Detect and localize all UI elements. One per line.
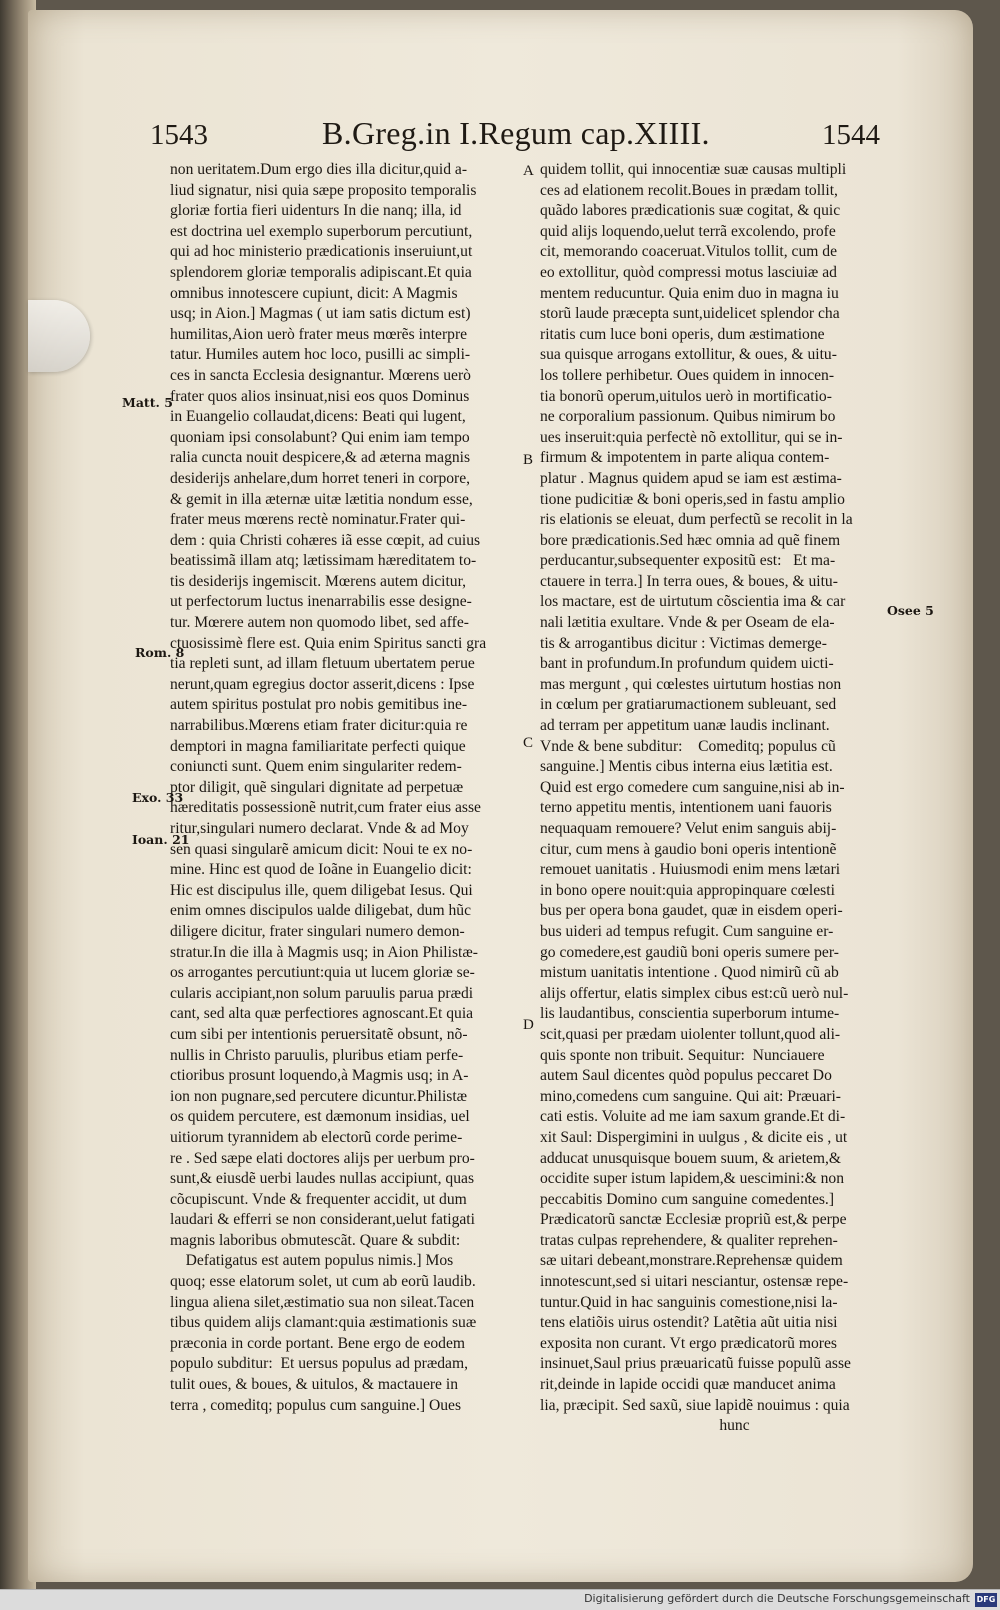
text-line: nequaquam remouere? Velut enim sanguis abij- (540, 820, 837, 837)
text-line: ut perfectorum luctus inenarrabilis esse designe- (170, 593, 472, 611)
text-line: tulit oues, & boues, & uitulos, & mactauere in (170, 1376, 459, 1394)
text-line: coniuncti sunt. Quem enim singulariter redem- (170, 758, 462, 776)
page-number-left: 1543 (150, 119, 208, 151)
text-line: præconia in corde portant. Bene ergo de eodem (170, 1334, 466, 1352)
text-line: tione pudicitiæ & boni operis,sed in fastu amplio (540, 490, 845, 508)
margin-note-osee: Osee 5 (887, 603, 934, 618)
text-line: in Euangelio collaudat,dicens: Beati qui lugent, (170, 408, 466, 426)
text-line: demptori in magna familiaritate perfecti quique (170, 737, 466, 755)
text-line: stratur.In die illa à Magmis usq; in Aion Philistæ- (170, 943, 478, 961)
margin-note-matt: Matt. 5 (122, 395, 173, 410)
bookmark-strip (28, 300, 90, 372)
text-line: hunc (540, 1417, 750, 1435)
text-line: tia bonorũ operum,uitulos uerò in mortificatio- (540, 387, 832, 405)
text-line: ctioribus prosunt loquendo,à Magmis usq; in A- (170, 1067, 469, 1085)
text-line: Defatigatus est autem populus nimis.] Mos (170, 1252, 454, 1270)
text-line: desiderijs anhelare,dum horret teneri in corpore, (170, 469, 471, 487)
text-line: tis desiderijs ingemiscit. Mœrens autem dicitur, (170, 572, 467, 590)
text-line: ritur,singulari numero declarat. Vnde & ad Moy (170, 820, 469, 837)
dfg-logo-icon: DFG (975, 1593, 997, 1607)
text-line: mistum uanitatis intentione . Quod nimirũ cũ ab (540, 964, 839, 982)
text-line: tur. Mœrere autem non quomodo libet, sed affe- (170, 614, 469, 632)
text-line: cant, sed alta quæ perfectiores agnoscant.Et quia (170, 1005, 474, 1023)
text-line: lingua aliena silet,æstimatio sua non sileat.Tacen (170, 1293, 475, 1311)
text-line: magnis laboribus obmutescãt. Quare & subdit: (170, 1231, 461, 1249)
text-line: cum sibi per intentionis peruersitatẽ obsunt, nõ- (170, 1025, 468, 1043)
text-line: tia repleti sunt, ad illam fletuum ubertatem perue (170, 655, 475, 673)
margin-note-ioan: Ioan. 21 (132, 832, 190, 847)
text-line: mas mergunt , qui cœlestes uirtutum hostias non (540, 675, 842, 693)
text-line: lia, præcipit. Sed saxũ, siue lapidẽ nouimus : quia (540, 1396, 850, 1414)
text-line: tis & arrogantibus dicitur : Victimas demerge- (540, 634, 827, 652)
footer-bar (0, 1589, 1000, 1610)
text-line: storũ laude præcepta sunt,uidelicet splendor cha (540, 305, 840, 323)
text-line: occidite super istum lapidem,& uescimini:& non (540, 1170, 845, 1188)
text-line: non ueritatem.Dum ergo dies illa dicitur,quid a- (170, 161, 468, 178)
text-line: platur . Magnus quidem apud se iam est æstima- (540, 469, 842, 487)
text-line: terno appetitu mentis, intentionem uani fauoris (540, 799, 832, 817)
text-line: peccabitis Domino cum sanguine comedentes.] (540, 1190, 835, 1208)
text-line: cõcupiscunt. Vnde & frequenter accidit, ut dum (170, 1190, 467, 1208)
text-line: lis laudantibus, conscientia superborum intume- (540, 1005, 840, 1023)
text-line: quidem tollit, qui innocentiæ suæ causas multipli (540, 161, 847, 178)
text-line: frater meus mœrens rectè nominatur.Frater qui- (170, 511, 466, 529)
text-line: sunt,& eiusdẽ uerbi laudes nullas accipiunt, quas (170, 1170, 475, 1188)
text-line: nullis in Christo paruulis, pluribus etiam perfe- (170, 1046, 464, 1064)
text-line: nerunt,quam egregius doctor asserit,dicens : Ipse (170, 675, 475, 693)
text-line: ad terram per appetitum uanæ laudis inclinant. (540, 717, 830, 735)
text-line: los mactare, est de uirtutum cõscientia ima & car (540, 593, 846, 611)
section-letter-c: C (523, 735, 534, 751)
text-line: tratas culpas reprehendere, & qualiter reprehen- (540, 1231, 838, 1249)
text-line: ralia cuncta nouit despicere,& ad æterna magnis (170, 449, 471, 467)
text-line: terra , comeditq; populus cum sanguine.] Oues (170, 1396, 462, 1414)
text-line: uitiorum tyrannidem ab electorũ corde perime- (170, 1128, 463, 1146)
text-line: cularis accipiant,non solum paruulis parua prædi (170, 984, 474, 1002)
text-line: bus per opera bona gaudet, quæ in eisdem operi- (540, 902, 843, 920)
text-line: frater quos alios insinuat,nisi eos quos Dominus (170, 387, 470, 405)
text-line: laudari & efferri se non considerant,uelut fatigati (170, 1211, 475, 1229)
text-line: xit Saul: Dispergimini in uulgus , & dicite eis , ut (540, 1128, 848, 1146)
left-text-column (170, 160, 522, 1416)
text-line: & gemit in illa æternæ uitæ lætitia nondum esse, (170, 490, 473, 508)
text-line: ces ad elationem recolit.Boues in prædam tollit, (540, 181, 838, 199)
text-line: sua quisque arrogans extollitur, & oues, & uitu- (540, 346, 837, 364)
text-line: ris elationis se eleuat, dum perfectũ se recolit in la (540, 511, 853, 529)
text-line: os quidem percutere, est dæmonum insidias, uel (170, 1108, 470, 1126)
text-line: autem spiritus postulat pro nobis gemitibus ine- (170, 696, 468, 714)
section-letter-a: A (523, 163, 534, 179)
text-line: scit,quasi per prædam uiolenter tollunt,quod ali- (540, 1025, 841, 1043)
text-line: tens elatiõis uirus ostendit? Latẽtia aũt uitia nisi (540, 1314, 838, 1332)
running-header (150, 115, 880, 155)
text-line: tuntur.Quid in hac sanguinis comestione,nisi la- (540, 1293, 838, 1311)
text-line: nali lætitia exultare. Vnde & per Oseam de ela- (540, 614, 835, 632)
text-line: cit, memorando coaceruat.Vitulos tollit, cum de (540, 243, 837, 261)
running-title: B.Greg.in I.Regum cap.XIIII. (322, 115, 710, 151)
text-line: los tollere perhibetur. Oues quidem in innocen- (540, 366, 835, 384)
right-text-column (540, 160, 885, 1437)
text-line: mentem reducuntur. Quia enim duo in magna iu (540, 284, 839, 302)
text-line: ne corporalium passionum. Quibus nimirum bo (540, 408, 836, 426)
text-line: ues inseruit:quia perfectè nõ extollitur, qui se in- (540, 428, 843, 446)
text-line: omnibus innotescere cupiunt, dicit: A Magmis (170, 284, 458, 302)
text-line: tibus quidem alijs clamant:quia æstimationis suæ (170, 1314, 477, 1332)
text-line: gloriæ fortia fieri uidenturs In die nanq; illa, id (170, 202, 462, 220)
text-line: innotescunt,sed si uitari nesciantur, ostensæ repe- (540, 1273, 849, 1291)
text-line: humilitas,Aion uerò frater meus mœrẽs interpre (170, 325, 468, 343)
text-line: beatissimã illam atq; lætissimam hæreditatem to- (170, 552, 477, 570)
text-line: re . Sed sæpe elati doctores alijs per uerbum pro- (170, 1149, 475, 1167)
text-line: in bono opere nouit:quia appropinquare cœlesti (540, 881, 835, 899)
text-line: remouet uanitatis . Huiusmodi enim mens lætari (540, 861, 841, 879)
text-line: quoniam ipsi consolabunt? Qui enim iam tempo (170, 428, 470, 446)
text-line: adducat unusquisque bouem suum, & arietem,& (540, 1149, 841, 1167)
text-line: mine. Hinc est quod de Ioãne in Euangelio dicit: (170, 861, 472, 879)
text-line: go comedere,est gaudiũ boni operis sumere per- (540, 943, 839, 961)
text-line: Vnde & bene subditur: Comeditq; populus cũ (540, 737, 836, 755)
text-line: mino,comedens cum sanguine. Qui ait: Præuari- (540, 1087, 841, 1105)
text-line: populo subditur: Et uersus populus ad prædam, (170, 1355, 468, 1373)
text-line: enim omnes discipulos ualde diligebat, dum hũc (170, 902, 471, 920)
text-line: usq; in Aion.] Magmas ( ut iam satis dictum est) (170, 305, 471, 323)
text-line: in cœlum per gratiarumactionem subleuant, sed (540, 696, 837, 714)
text-line: ptor diligit, quẽ singulari dignitate ad perpetuæ (170, 778, 464, 796)
text-line: bant in profundum.In profundum quidem uicti- (540, 655, 834, 673)
text-line: cati estis. Voluite ad me iam saxum grande.Et di- (540, 1108, 846, 1126)
margin-note-exo: Exo. 33 (132, 790, 184, 805)
text-line: qui ad hoc ministerio prædicationis inseruiunt,ut (170, 243, 473, 261)
text-line: sanguine.] Mentis cibus interna eius lætitia est. (540, 758, 833, 776)
text-line: splendorem gloriæ temporalis adipiscant.Et quia (170, 263, 472, 281)
text-line: bore prædicationis.Sed hæc omnia ad quẽ finem (540, 531, 841, 549)
text-line: diligere dicitur, frater singulari numero demon- (170, 922, 465, 940)
text-line: autem Saul dicentes quòd populus peccaret Do (540, 1067, 832, 1085)
text-line: rit,deinde in lapide occidi quæ manducet anima (540, 1376, 836, 1394)
text-line: sen quasi singularẽ amicum dicit: Noui te ex no- (170, 840, 473, 858)
page-number-right: 1544 (822, 119, 880, 151)
text-line: sæ uitari debeant,monstrare.Reprehensæ quidem (540, 1252, 843, 1270)
text-line: dem : quia Christi cohæres iã esse cœpit, ad cuius (170, 531, 481, 549)
text-line: alijs offertur, elatis simplex cibus est:cũ uerò nul- (540, 984, 849, 1002)
text-line: insinuet,Saul prius præuaricatũ fuisse populũ asse (540, 1355, 851, 1373)
text-line: quoq; esse elatorum solet, ut cum ab eorũ laudib. (170, 1273, 476, 1291)
text-line: liud signatur, nisi quia sæpe proposito temporalis (170, 181, 477, 199)
text-line: quis sponte non tribuit. Sequitur: Nunciauere (540, 1046, 825, 1064)
text-line: quãdo labores prædicationis suæ cogitat, & quic (540, 202, 841, 220)
text-line: eo extollitur, quòd compressi motus lasciuiæ ad (540, 263, 837, 281)
text-line: quid alijs loquendo,uelut terrã excolendo, profe (540, 222, 836, 240)
margin-note-rom: Rom. 8 (135, 645, 185, 660)
text-line: hæreditatis possessionẽ nutrit,cum frater eius asse (170, 799, 481, 817)
text-line: citur, cum mens à gaudio boni operis intentionẽ (540, 840, 837, 858)
text-line: perducantur,subsequenter expositũ est: Et ma- (540, 552, 836, 570)
text-line: tatur. Humiles autem hoc loco, pusilli ac simpli- (170, 346, 471, 364)
section-letter-d: D (523, 1017, 534, 1033)
text-line: est doctrina uel exemplo superborum percutiunt, (170, 222, 473, 240)
section-letter-b: B (523, 452, 534, 468)
text-line: ces in sancta Ecclesia designantur. Mœrens uerò (170, 366, 471, 384)
text-line: ritatis cum luce boni operis, dum æstimatione (540, 325, 825, 343)
text-line: ctauere in terra.] In terra oues, & boues, & uitu- (540, 572, 838, 590)
text-line: exposita non curant. Vt ergo prædicatorũ mores (540, 1334, 837, 1352)
text-line: Hic est discipulus ille, quem diligebat Iesus. Qui (170, 881, 473, 899)
text-line: firmum & impotentem in parte aliqua contem- (540, 449, 830, 467)
text-line: bus uideri ad tempus refugit. Cum sanguine er- (540, 922, 834, 940)
text-line: Prædicatorũ sanctæ Ecclesiæ propriũ est,& perpe (540, 1211, 847, 1229)
text-line: os arrogantes percutiunt:quia ut lucem gloriæ se- (170, 964, 475, 982)
text-line: ion non pugnare,sed percutere dicuntur.Philistæ (170, 1087, 468, 1105)
text-line: ctuosissimè flere est. Quia enim Spiritus sancti gra (170, 634, 487, 652)
text-line: narrabilibus.Mœrens etiam frater dicitur:quia re (170, 717, 468, 735)
text-line: Quid est ergo comedere cum sanguine,nisi ab in- (540, 778, 845, 796)
footer-credit: Digitalisierung gefördert durch die Deutsche Forschungsgemeinschaft (584, 1592, 970, 1605)
